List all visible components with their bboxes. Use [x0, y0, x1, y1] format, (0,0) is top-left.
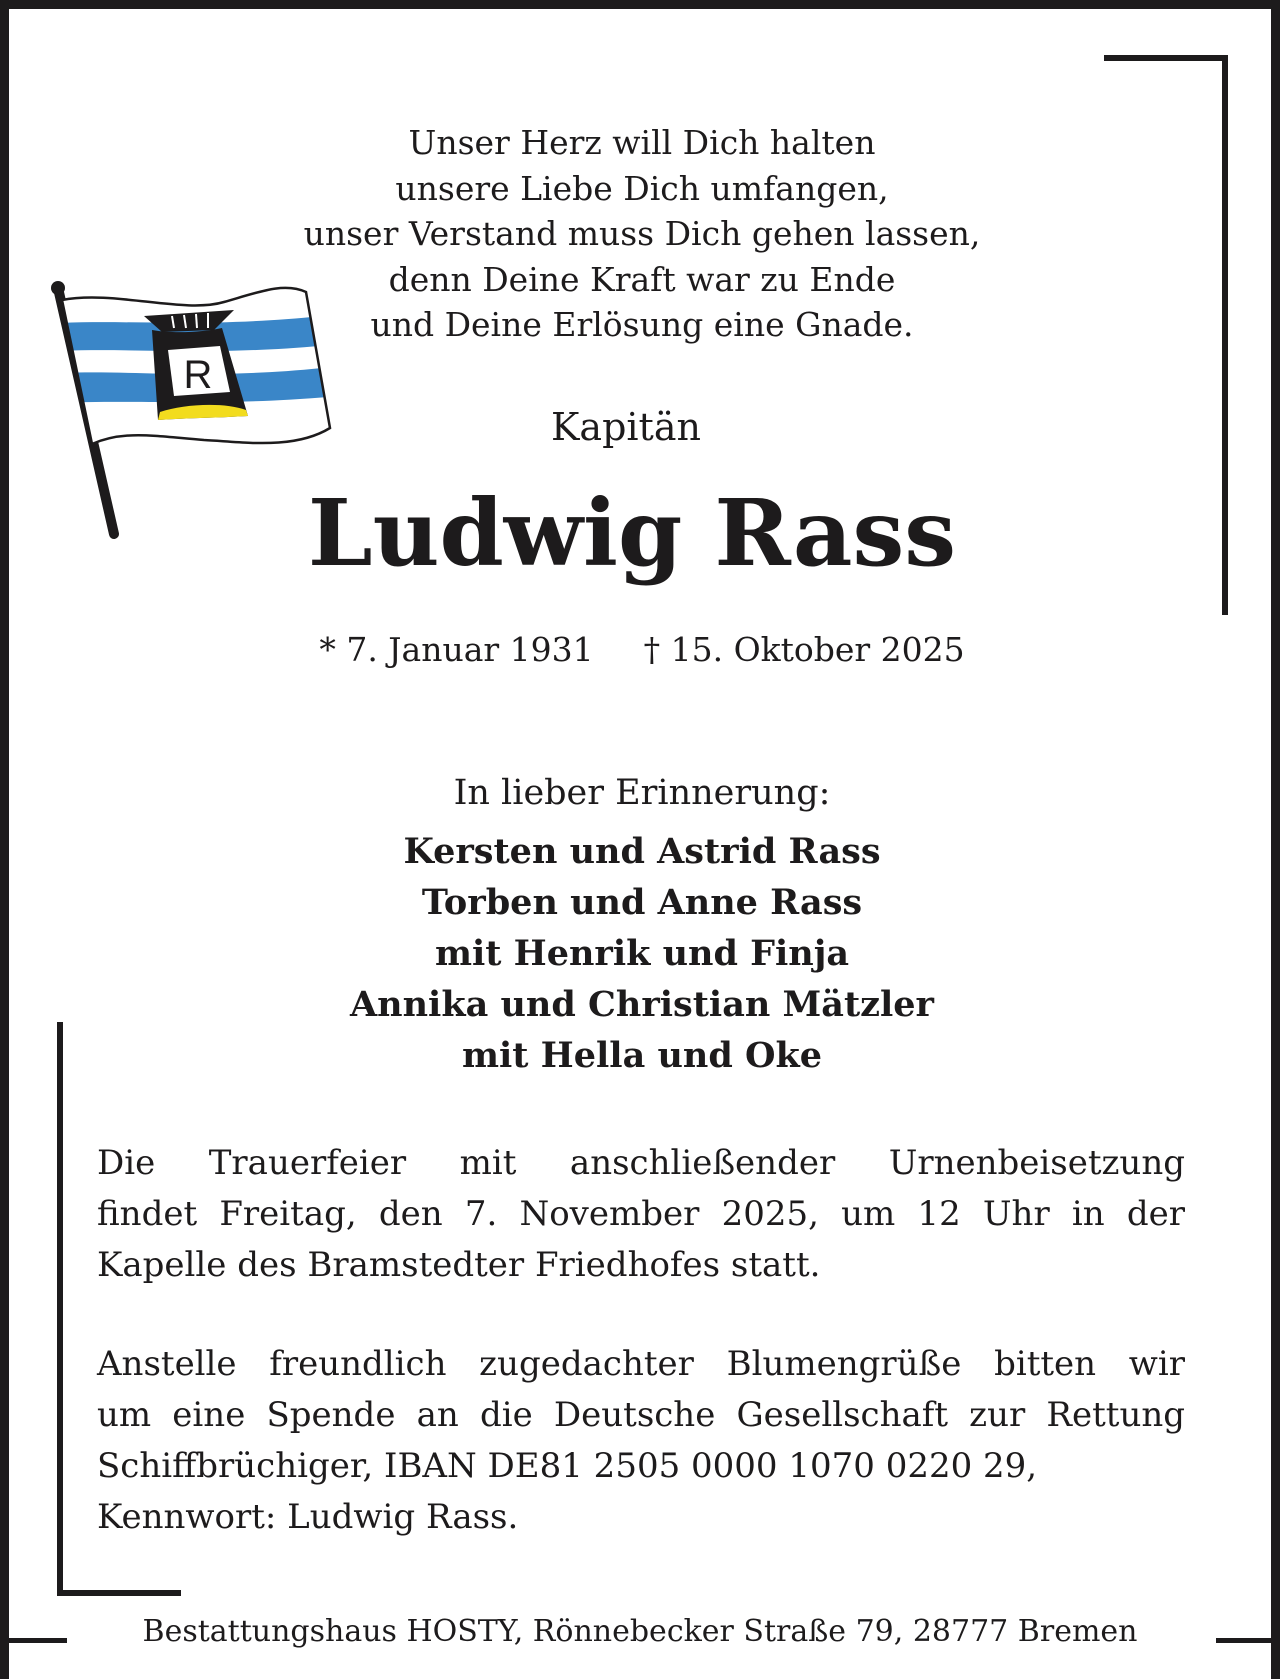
donation-line: um eine Spende an die Deutsche Gesellschaft zur Rettung	[97, 1395, 1185, 1435]
memory-label: In lieber Erinnerung:	[453, 773, 831, 813]
poem-line: unsere Liebe Dich umfangen,	[395, 168, 889, 208]
poem-line: denn Deine Kraft war zu Ende	[388, 259, 896, 299]
poem	[0, 120, 1280, 348]
donation-line: Anstelle freundlich zugedachter Blumengrüße bitten wir	[97, 1344, 1185, 1384]
donation-line: Kennwort: Ludwig Rass.	[97, 1497, 519, 1537]
family-member: mit Hella und Oke	[461, 1035, 823, 1076]
family-list	[0, 826, 1280, 1081]
ceremony-line: Kapelle des Bramstedter Friedhofes statt.	[97, 1245, 821, 1285]
poem-line: Unser Herz will Dich halten	[408, 123, 876, 162]
deceased-title: Kapitän	[551, 405, 701, 449]
ceremony-paragraph	[97, 1138, 1185, 1291]
ceremony-line: findet Freitag, den 7. November 2025, um 12 Uhr in der	[97, 1194, 1185, 1234]
donation-paragraph	[97, 1339, 1185, 1543]
family-member: mit Henrik und Finja	[434, 933, 850, 974]
life-dates	[0, 630, 1280, 669]
poem-line: unser Verstand muss Dich gehen lassen,	[303, 214, 981, 253]
death-date: † 15. Oktober 2025	[643, 630, 965, 669]
family-member: Annika und Christian Mätzler	[350, 984, 934, 1025]
poem-line: und Deine Erlösung eine Gnade.	[370, 305, 914, 344]
family-member: Torben und Anne Rass	[421, 882, 863, 923]
ceremony-line: Die Trauerfeier mit anschließender Urnenbeisetzung	[97, 1143, 1185, 1183]
family-member: Kersten und Astrid Rass	[403, 831, 881, 872]
birth-date: * 7. Januar 1931	[319, 630, 594, 669]
deceased-name: Ludwig Rass	[307, 479, 957, 587]
funeral-home-footer: Bestattungshaus HOSTY, Rönnebecker Straße 79, 28777 Bremen	[142, 1614, 1138, 1649]
donation-line: Schiffbrüchiger, IBAN DE81 2505 0000 1070 0220 29,	[97, 1446, 1038, 1486]
flag-badge-letter: R	[183, 353, 213, 397]
